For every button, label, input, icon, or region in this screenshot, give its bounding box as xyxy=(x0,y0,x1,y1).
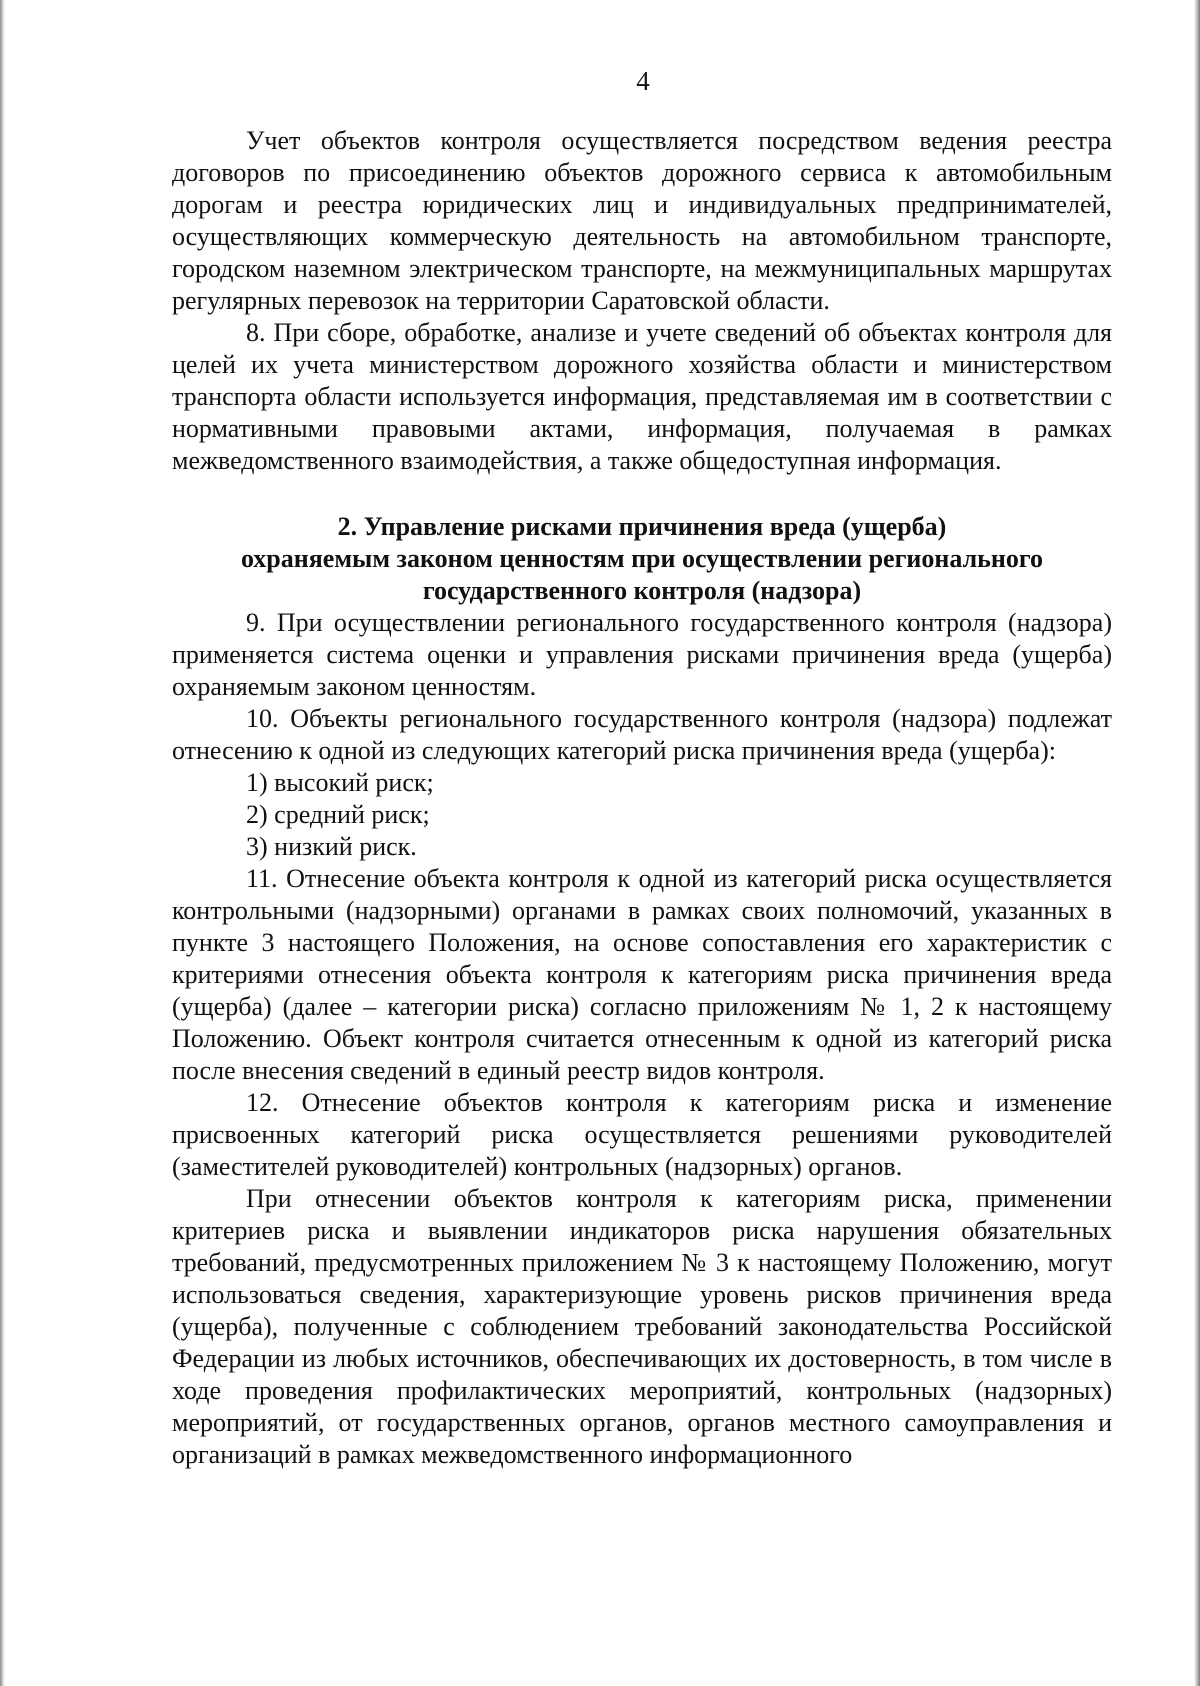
paragraph-registry: Учет объектов контроля осуществляется посредством ведения реестра договоров по присоединению объектов дорожного сервиса к автомобильным дорогам и реестра юридических лиц и индивидуальных предпринимателей, осуществляющих коммерческую деятельность на автомобильном транспорте, городском наземном электрическом транспорте, на межмуниципальных маршрутах регулярных перевозок на территории Саратовской области. xyxy=(172,126,1112,315)
paragraph-item-12: 12. Отнесение объектов контроля к категориям риска и изменение присвоенных категорий риска осуществляется решениями руководителей (заместителей руководителей) контрольных (надзорных) органов. xyxy=(172,1088,1112,1181)
list-item-low-risk: 3) низкий риск. xyxy=(246,832,417,861)
section-heading-line: 2. Управление рисками причинения вреда (ущерба) xyxy=(337,512,947,541)
paragraph-item-9: 9. При осуществлении регионального государственного контроля (надзора) применяется система оценки и управления рисками причинения вреда (ущерба) охраняемым законом ценностям. xyxy=(172,608,1112,701)
section-heading-line: государственного контроля (надзора) xyxy=(422,576,862,605)
list-item-high-risk: 1) высокий риск; xyxy=(246,768,434,797)
page-number: 4 xyxy=(636,66,650,96)
paragraph-item-8: 8. При сборе, обработке, анализе и учете сведений об объектах контроля для целей их учета министерством дорожного хозяйства области и министерством транспорта области используется информация, представляемая им в соответствии с нормативными правовыми актами, информация, получаемая в рамках межведомственного взаимодействия, а также общедоступная информация. xyxy=(172,318,1112,475)
section-heading xyxy=(172,511,1112,607)
section-heading-line: охраняемым законом ценностям при осуществлении регионального xyxy=(240,544,1044,573)
paragraph-risk-criteria: При отнесении объектов контроля к категориям риска, применении критериев риска и выявлении индикаторов риска нарушения обязательных требований, предусмотренных приложением № 3 к настоящему Положению, могут использоваться сведения, характеризующие уровень рисков причинения вреда (ущерба), полученные с соблюдением требований законодательства Российской Федерации из любых источников, обеспечивающих их достоверность, в том числе в ходе проведения профилактических мероприятий, контрольных (надзорных) мероприятий, от государственных органов, органов местного самоуправления и организаций в рамках межведомственного информационного xyxy=(172,1184,1112,1469)
scan-edge-left xyxy=(0,0,5,1686)
paragraph-item-10: 10. Объекты регионального государственного контроля (надзора) подлежат отнесению к одной из следующих категорий риска причинения вреда (ущерба): xyxy=(172,704,1112,765)
paragraph-item-11: 11. Отнесение объекта контроля к одной из категорий риска осуществляется контрольными (надзорными) органами в рамках своих полномочий, указанных в пункте 3 настоящего Положения, на основе сопоставления его характеристик с критериями отнесения объекта контроля к категориям риска причинения вреда (ущерба) (далее – категории риска) согласно приложениям № 1, 2 к настоящему Положению. Объект контроля считается отнесенным к одной из категорий риска после внесения сведений в единый реестр видов контроля. xyxy=(172,864,1112,1085)
scan-edge-right xyxy=(1194,0,1200,1686)
list-item-medium-risk: 2) средний риск; xyxy=(246,800,430,829)
document-body xyxy=(172,125,1112,1471)
